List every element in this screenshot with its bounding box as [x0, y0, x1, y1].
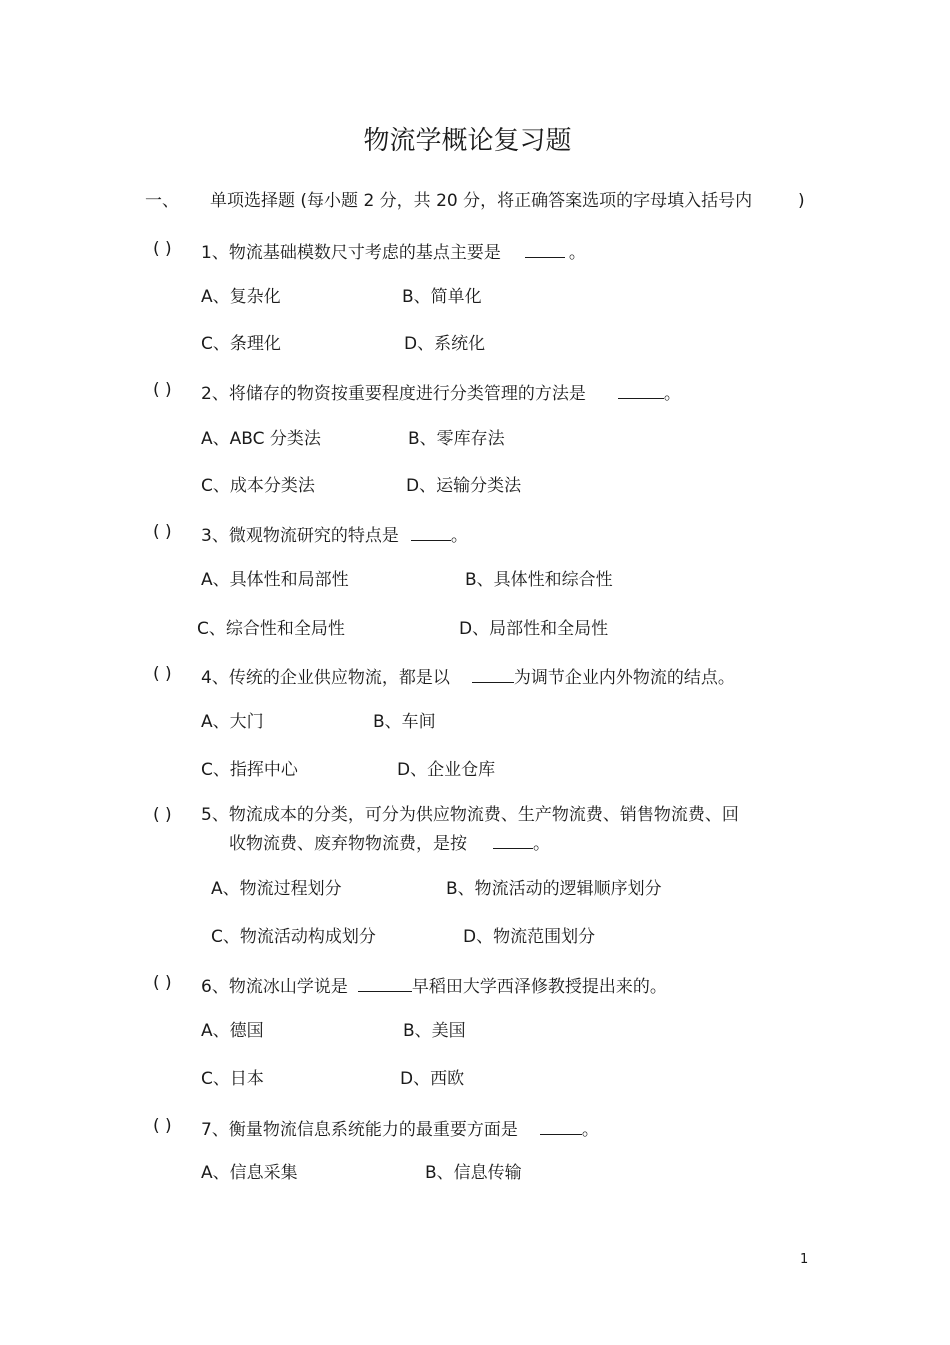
question-1	[201, 241, 586, 262]
answer-blank	[618, 382, 664, 399]
page-number: 1	[800, 1252, 809, 1267]
answer-blank	[525, 241, 565, 258]
option-c: C、物流活动构成划分	[211, 927, 376, 947]
section-number: 一、	[145, 191, 179, 211]
option-b: B、简单化	[402, 287, 482, 307]
option-d: D、企业仓库	[397, 760, 496, 780]
option-b: B、车间	[373, 712, 436, 732]
section-heading-close: )	[798, 191, 805, 211]
option-c: C、成本分类法	[201, 476, 315, 496]
answer-bracket: ( )	[153, 973, 172, 993]
question-4	[201, 666, 735, 687]
answer-blank	[493, 832, 533, 849]
question-tail: 。	[568, 243, 586, 263]
answer-blank	[472, 666, 514, 683]
question-tail: 。	[533, 834, 550, 854]
answer-bracket: ( )	[153, 239, 172, 259]
option-b: B、美国	[403, 1021, 466, 1041]
option-c: C、日本	[201, 1069, 264, 1089]
option-c: C、指挥中心	[201, 760, 298, 780]
option-a: A、信息采集	[201, 1163, 298, 1183]
answer-bracket: ( )	[153, 1116, 172, 1136]
question-6	[201, 975, 667, 996]
option-b: B、信息传输	[425, 1163, 522, 1183]
option-d: D、物流范围划分	[463, 927, 596, 947]
question-stem: 4、传统的企业供应物流，都是以	[201, 668, 450, 688]
answer-bracket: ( )	[153, 664, 172, 684]
option-d: D、西欧	[400, 1069, 465, 1089]
question-stem: 7、衡量物流信息系统能力的最重要方面是	[201, 1120, 518, 1140]
question-stem: 1、物流基础模数尺寸考虑的基点主要是	[201, 243, 501, 263]
answer-blank	[358, 975, 412, 992]
option-b: B、物流活动的逻辑顺序划分	[446, 879, 662, 899]
question-stem: 6、物流冰山学说是	[201, 977, 348, 997]
question-stem: 2、将储存的物资按重要程度进行分类管理的方法是	[201, 384, 586, 404]
answer-bracket: ( )	[153, 380, 172, 400]
question-7	[201, 1118, 599, 1139]
option-a: A、ABC 分类法	[201, 429, 321, 449]
question-3	[201, 524, 468, 545]
page-title: 物流学概论复习题	[363, 126, 572, 156]
option-d: D、系统化	[404, 334, 486, 354]
option-b: B、零库存法	[408, 429, 505, 449]
option-d: D、局部性和全局性	[459, 619, 609, 639]
section-heading: 单项选择题 (每小题 2 分，共 20 分，将正确答案选项的字母填入括号内	[210, 191, 753, 211]
option-b: B、具体性和综合性	[465, 570, 613, 590]
option-a: A、大门	[201, 712, 264, 732]
answer-blank	[540, 1118, 582, 1135]
option-a: A、德国	[201, 1021, 264, 1041]
answer-blank	[411, 524, 451, 541]
question-tail: 。	[450, 526, 468, 546]
question-tail: 。	[581, 1120, 599, 1140]
question-2	[201, 382, 681, 403]
option-a: A、复杂化	[201, 287, 281, 307]
option-d: D、运输分类法	[406, 476, 522, 496]
question-tail: 。	[663, 384, 681, 404]
option-a: A、具体性和局部性	[201, 570, 349, 590]
question-stem: 3、微观物流研究的特点是	[201, 526, 399, 546]
answer-bracket: ( )	[153, 522, 172, 542]
question-tail: 早稻田大学西泽修教授提出来的。	[411, 977, 667, 997]
question-5: 5、物流成本的分类，可分为供应物流费、生产物流费、销售物流费、回	[201, 805, 739, 825]
option-a: A、物流过程划分	[211, 879, 342, 899]
question-tail: 为调节企业内外物流的结点。	[513, 668, 735, 688]
answer-bracket: ( )	[153, 805, 172, 825]
option-c: C、综合性和全局性	[197, 619, 345, 639]
question-5-continued	[229, 832, 550, 853]
option-c: C、条理化	[201, 334, 281, 354]
question-stem-line2: 收物流费、废弃物物流费，是按	[229, 834, 467, 854]
